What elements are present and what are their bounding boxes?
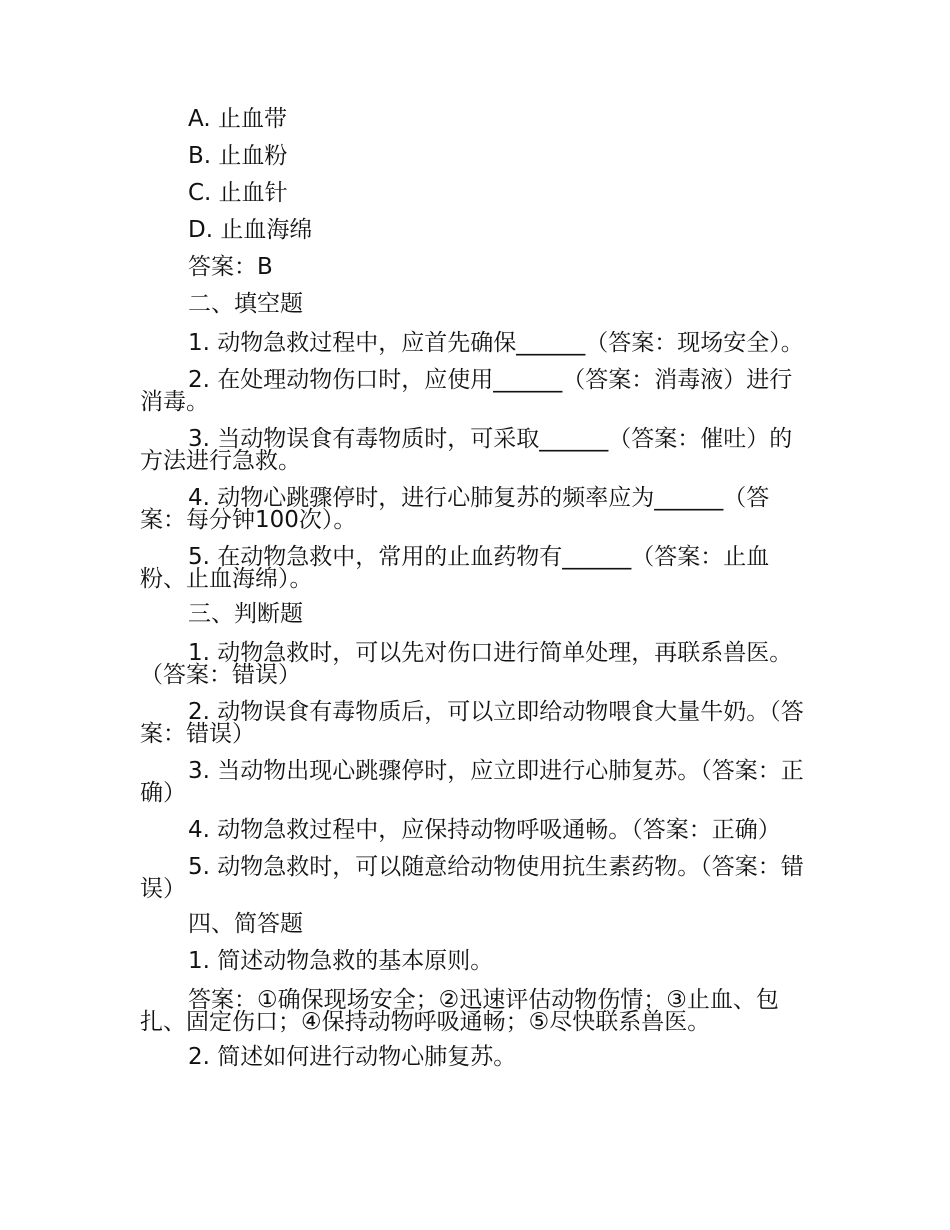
true-false-item: 3. 当动物出现心跳骤停时，应立即进行心肺复苏。（答案：正确） [140,758,804,806]
fill-blank-item: 4. 动物心跳骤停时，进行心肺复苏的频率应为______（答案：每分钟100次）。 [140,485,770,533]
short-answer-question: 2. 简述如何进行动物心肺复苏。 [188,1044,517,1070]
short-answer-answer: 答案：①确保现场安全；②迅速评估动物伤情；③止血、包扎、固定伤口；④保持动物呼吸通畅；⑤尽快联系兽医。 [140,987,779,1035]
option-d: D. 止血海绵 [188,217,313,243]
fill-blank-item: 3. 当动物误食有毒物质时，可采取______（答案：催吐）的方法进行急救。 [140,426,793,474]
option-c: C. 止血针 [188,180,288,206]
section-heading-short-answer: 四、简答题 [188,911,303,937]
option-a: A. 止血带 [188,106,287,132]
true-false-item: 2. 动物误食有毒物质后，可以立即给动物喂食大量牛奶。（答案：错误） [140,699,804,747]
short-answer-question: 1. 简述动物急救的基本原则。 [188,948,494,974]
true-false-item: 4. 动物急救过程中，应保持动物呼吸通畅。（答案：正确） [188,817,781,843]
choice-answer: 答案：B [188,254,273,280]
section-heading-true-false: 三、判断题 [188,601,303,627]
document-page [140,101,810,1076]
fill-blank-item: 1. 动物急救过程中，应首先确保______（答案：现场安全）。 [188,330,804,356]
section-heading-fill-blank: 二、填空题 [188,291,303,317]
fill-blank-item: 2. 在处理动物伤口时，应使用______（答案：消毒液）进行消毒。 [140,367,793,415]
true-false-item: 5. 动物急救时，可以随意给动物使用抗生素药物。（答案：错误） [140,854,804,902]
true-false-item: 1. 动物急救时，可以先对伤口进行简单处理，再联系兽医。（答案：错误） [140,640,793,688]
option-b: B. 止血粉 [188,143,288,169]
fill-blank-item: 5. 在动物急救中，常用的止血药物有______（答案：止血粉、止血海绵）。 [140,544,770,592]
